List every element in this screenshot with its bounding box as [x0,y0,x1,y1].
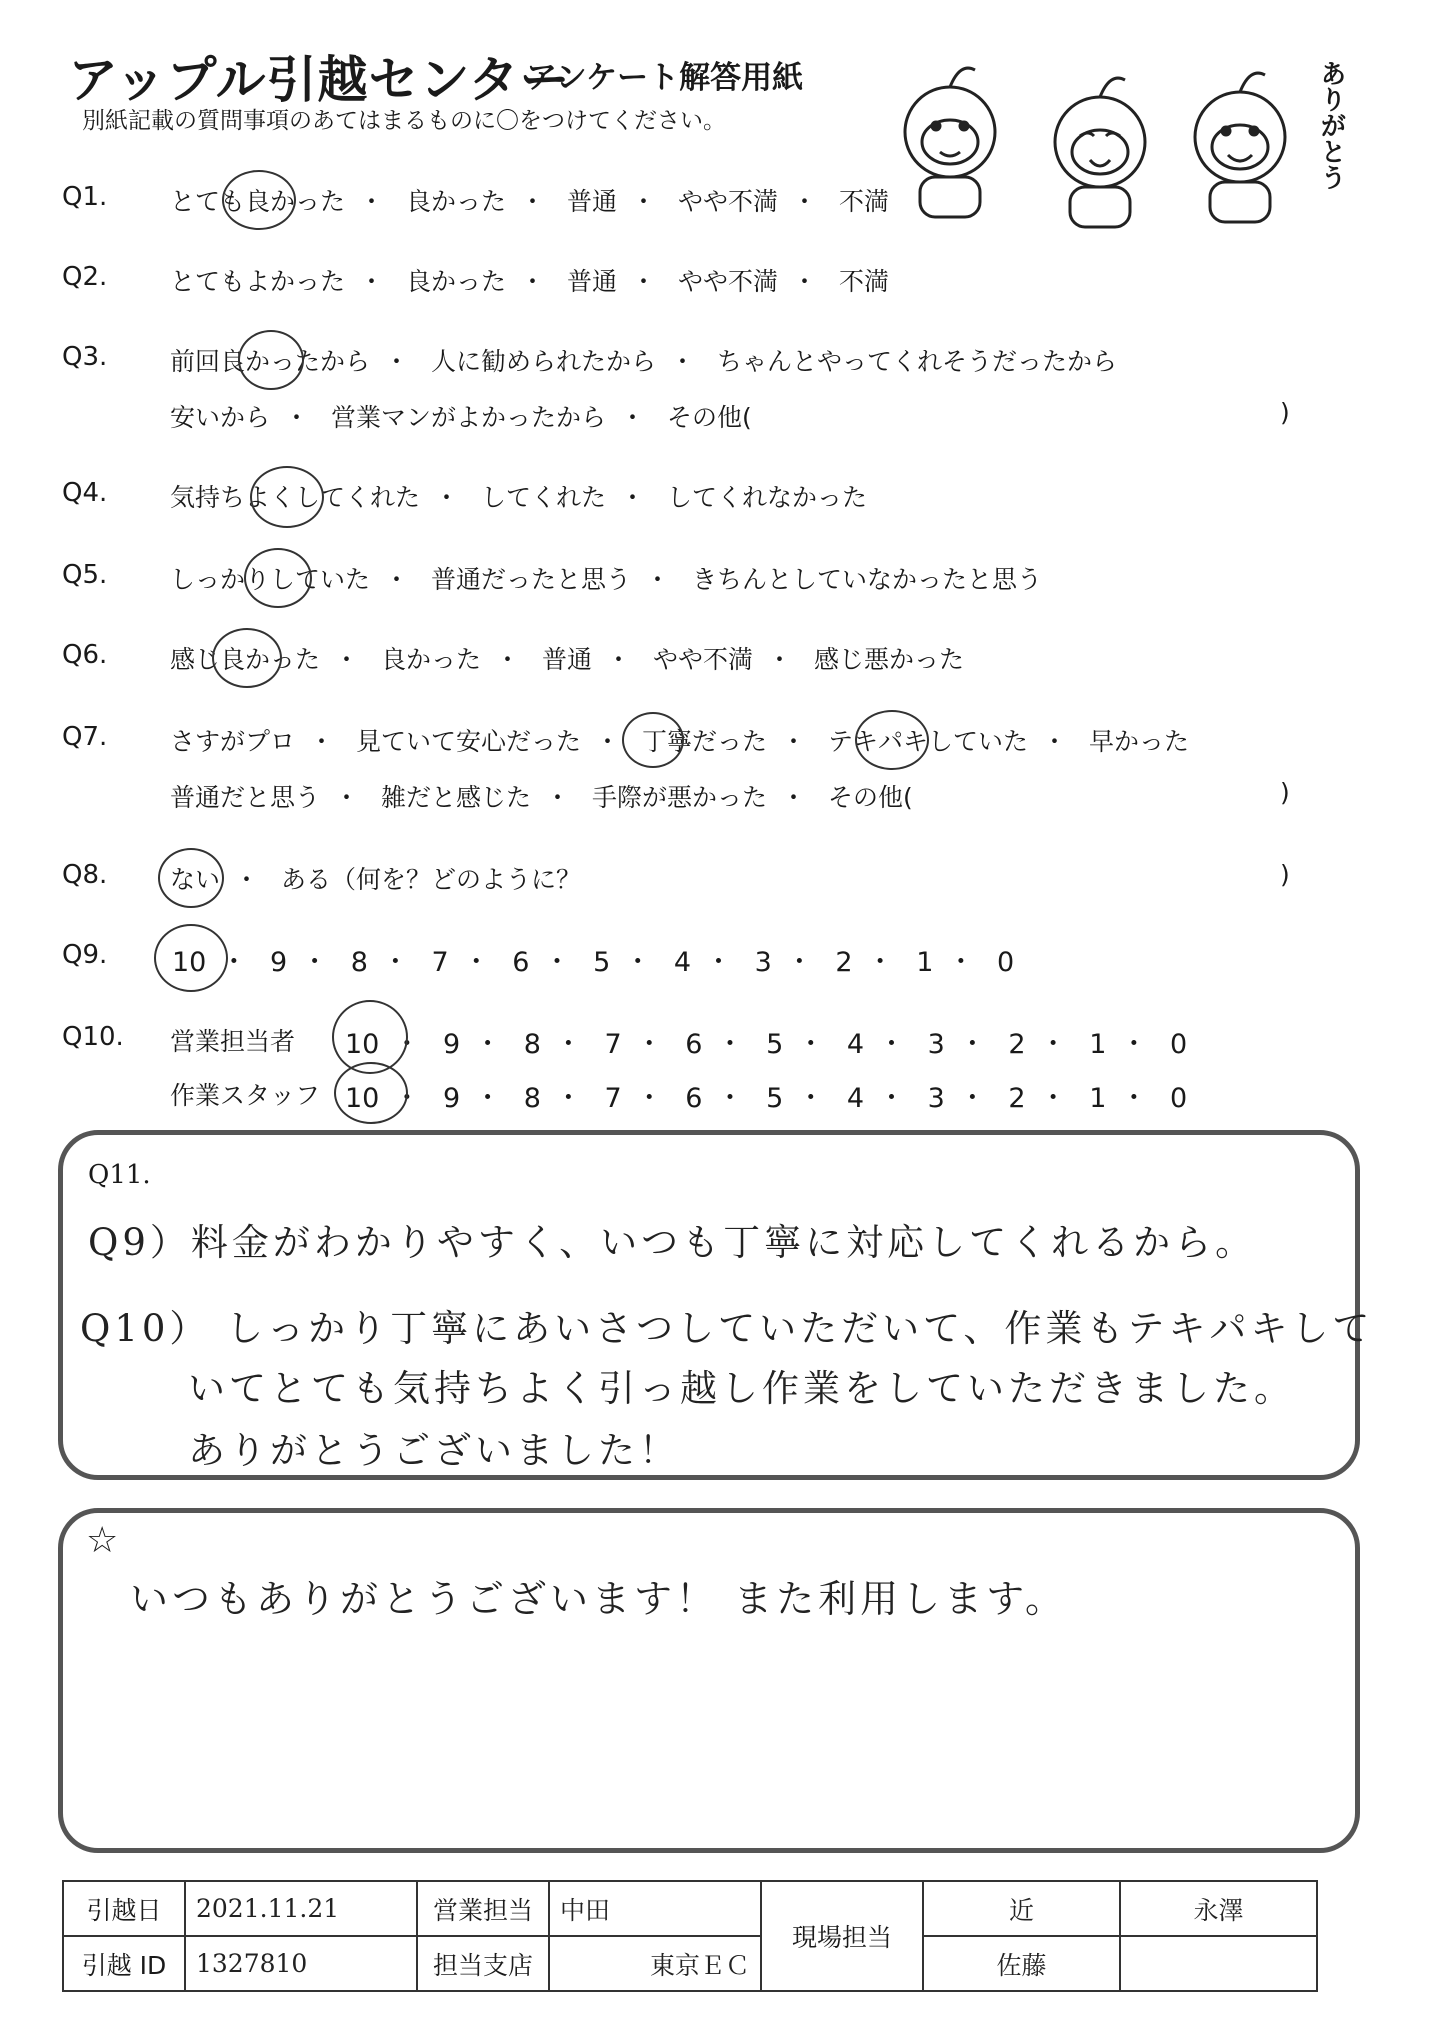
q9-label: Q9. [62,940,108,970]
q10-score[interactable]: 0 [1169,1029,1188,1060]
q7-option[interactable]: 雑だと感じた [380,783,531,812]
q6-option[interactable]: 感じ悪かった [813,645,964,674]
q8-close-paren: ) [1280,860,1290,889]
move-id-label: 引越 ID [63,1936,185,1991]
instruction-text: 別紙記載の質問事項のあてはまるものに〇をつけてください。 [82,108,726,134]
star-comment-text: いつもありがとうございます！ また利用します。 [130,1577,1068,1621]
q6-options: 感じ良かった ・ 良かった ・ 普通 ・ やや不満 ・ 感じ悪かった [170,645,964,674]
q10-score[interactable]: 6 [685,1083,703,1114]
q10-score[interactable]: 7 [604,1083,622,1114]
q9-score[interactable]: 9 [269,947,288,978]
q11-label: Q11. [88,1160,151,1190]
q9-score[interactable]: 10 [172,947,207,978]
q5-options: しっかりしていた ・ 普通だったと思う ・ きちんとしていなかったと思う [170,565,1042,594]
q10-score[interactable]: 4 [846,1083,865,1114]
q7-option[interactable]: 丁寧だった [641,727,767,756]
q10-sales-scale: 10 ・ 9 ・ 8 ・ 7 ・ 6 ・ 5 ・ 4 ・ 3 ・ 2 ・ 1 ・ 0 [345,1029,1188,1060]
move-id-value: 1327810 [185,1936,417,1991]
q10-score[interactable]: 6 [685,1029,703,1060]
q2-option[interactable]: 良かった [405,267,506,296]
q7-option[interactable]: 早かった [1088,727,1189,756]
q2-option[interactable]: やや不満 [677,267,778,296]
q10-score[interactable]: 3 [927,1083,945,1114]
move-date-value: 2021.11.21 [185,1881,417,1936]
q11-line: いてとても気持ちよく引っ越し作業をしていただきました。 [188,1367,1295,1410]
q10-score[interactable]: 7 [604,1029,622,1060]
q10-score[interactable]: 10 [345,1029,380,1060]
q10-staff-label: 作業スタッフ [170,1081,321,1110]
q1-options: とても良かった ・ 良かった ・ 普通 ・ やや不満 ・ 不満 [170,187,889,216]
q6-option[interactable]: 感じ良かった [170,645,321,674]
q1-option[interactable]: 普通 [566,187,617,216]
sales-label: 営業担当 [417,1881,549,1936]
q2-option[interactable]: とてもよかった [170,267,346,296]
q8-option[interactable]: ない [170,865,221,894]
q1-option[interactable]: やや不満 [677,187,778,216]
q1-option[interactable]: とても良かった [170,187,346,216]
site-label: 現場担当 [761,1881,923,1991]
q8-option[interactable]: ある（何を？どのように？ [280,865,581,894]
q10-score[interactable]: 1 [1089,1083,1107,1114]
q10-score[interactable]: 0 [1169,1083,1188,1114]
q6-label: Q6. [62,640,108,670]
mascot-thanks-text: ありがとう [1316,60,1346,190]
company-title: アップル引越センター [68,51,571,109]
q2-label: Q2. [62,262,108,292]
q9-score[interactable]: 6 [512,947,530,978]
site-staff: 永澤 [1120,1881,1317,1936]
q10-score[interactable]: 9 [442,1083,461,1114]
q7-option[interactable]: 見ていて安心だった [355,727,581,756]
q7-option[interactable]: 普通だと思う [170,783,321,812]
q6-option[interactable]: 普通 [541,645,592,674]
q4-option[interactable]: 気持ちよくしてくれた [170,483,421,512]
q5-option[interactable]: 普通だったと思う [430,565,631,594]
q9-score[interactable]: 8 [350,947,368,978]
q10-score[interactable]: 8 [523,1083,541,1114]
q10-score[interactable]: 10 [345,1083,380,1114]
q5-label: Q5. [62,560,108,590]
q4-option[interactable]: してくれた [480,483,606,512]
q10-staff-scale: 10 ・ 9 ・ 8 ・ 7 ・ 6 ・ 5 ・ 4 ・ 3 ・ 2 ・ 1 ・ 0 [345,1083,1188,1114]
q3-options-line1: 前回良かったから ・ 人に勧められたから ・ ちゃんとやってくれそうだったから [170,347,1117,376]
q7-options-line1: さすがプロ ・ 見ていて安心だった ・ 丁寧だった ・ テキパキしていた ・ 早かった [170,727,1189,756]
q9-score[interactable]: 1 [916,947,934,978]
q8-label: Q8. [62,860,108,890]
q7-label: Q7. [62,722,108,752]
q10-score[interactable]: 1 [1089,1029,1107,1060]
q7-close-paren: ) [1280,778,1290,807]
site-staff-empty [1120,1936,1317,1991]
q7-option[interactable]: テキパキしていた [827,727,1028,756]
site-staff: 佐藤 [923,1936,1120,1991]
move-info-table [62,1880,1318,1992]
q4-options: 気持ちよくしてくれた ・ してくれた ・ してくれなかった [170,483,867,512]
q9-scale: 10 ・ 9 ・ 8 ・ 7 ・ 6 ・ 5 ・ 4 ・ 3 ・ 2 ・ 1 ・ 0 [172,947,1015,978]
q7-options-line2: 普通だと思う ・ 雑だと感じた ・ 手際が悪かった ・ その他( [170,783,913,812]
q9-score[interactable]: 5 [593,947,611,978]
q3-option[interactable]: ちゃんとやってくれそうだったから [716,347,1117,376]
q10-sales-label: 営業担当者 [170,1027,296,1056]
q1-option[interactable]: 不満 [838,187,889,216]
q5-option[interactable]: しっかりしていた [170,565,371,594]
q7-option[interactable]: さすがプロ [170,727,296,756]
branch-value: 東京ＥＣ [549,1936,761,1991]
q9-score[interactable]: 2 [835,947,853,978]
q10-score[interactable]: 9 [442,1029,461,1060]
q9-score[interactable]: 7 [431,947,449,978]
sales-value: 中田 [549,1881,761,1936]
move-date-label: 引越日 [63,1881,185,1936]
star-icon: ☆ [86,1520,119,1561]
q11-line: Q9）料金がわかりやすく、いつも丁寧に対応してくれるから。 [88,1221,1257,1264]
site-staff: 近 [923,1881,1120,1936]
q10-score[interactable]: 3 [927,1029,945,1060]
form-subtitle: アンケート解答用紙 [526,60,804,96]
q2-options: とてもよかった ・ 良かった ・ 普通 ・ やや不満 ・ 不満 [170,267,889,296]
q10-score[interactable]: 2 [1008,1029,1026,1060]
q11-line: Q10） しっかり丁寧にあいさつしていただいて、作業もテキパキして [80,1307,1374,1350]
q10-label: Q10. [62,1022,124,1052]
q1-option[interactable]: 良かった [405,187,506,216]
q3-option[interactable]: 前回良かったから [170,347,371,376]
q9-score[interactable]: 0 [996,947,1015,978]
q10-score[interactable]: 4 [846,1029,865,1060]
q3-option[interactable]: 営業マンがよかったから [330,403,606,432]
mascot-illustration [880,42,1350,232]
q2-option[interactable]: 不満 [838,267,889,296]
q3-close-paren: ) [1280,398,1290,427]
q3-option[interactable]: 人に勧められたから [430,347,656,376]
q10-score[interactable]: 8 [523,1029,541,1060]
q1-label: Q1. [62,182,108,212]
q11-line: ありがとうございました！ [188,1429,680,1472]
q3-options-line2: 安いから ・ 営業マンがよかったから ・ その他( [170,403,752,432]
q7-option[interactable]: その他( [827,783,913,812]
q3-label: Q3. [62,342,108,372]
q7-option[interactable]: 手際が悪かった [591,783,767,812]
branch-label: 担当支店 [417,1936,549,1991]
q4-option[interactable]: してくれなかった [666,483,867,512]
q3-option[interactable]: その他( [666,403,752,432]
q8-options: ない ・ ある（何を？どのように？ [170,865,581,894]
q6-option[interactable]: やや不満 [652,645,753,674]
q3-option[interactable]: 安いから [170,403,271,432]
q4-label: Q4. [62,478,108,508]
q5-option[interactable]: きちんとしていなかったと思う [691,565,1042,594]
q6-option[interactable]: 良かった [380,645,481,674]
q10-score[interactable]: 5 [766,1083,784,1114]
q9-score[interactable]: 4 [673,947,692,978]
q9-score[interactable]: 3 [754,947,772,978]
q10-score[interactable]: 5 [766,1029,784,1060]
q10-score[interactable]: 2 [1008,1083,1026,1114]
q2-option[interactable]: 普通 [566,267,617,296]
star-comment-box [58,1508,1360,1853]
